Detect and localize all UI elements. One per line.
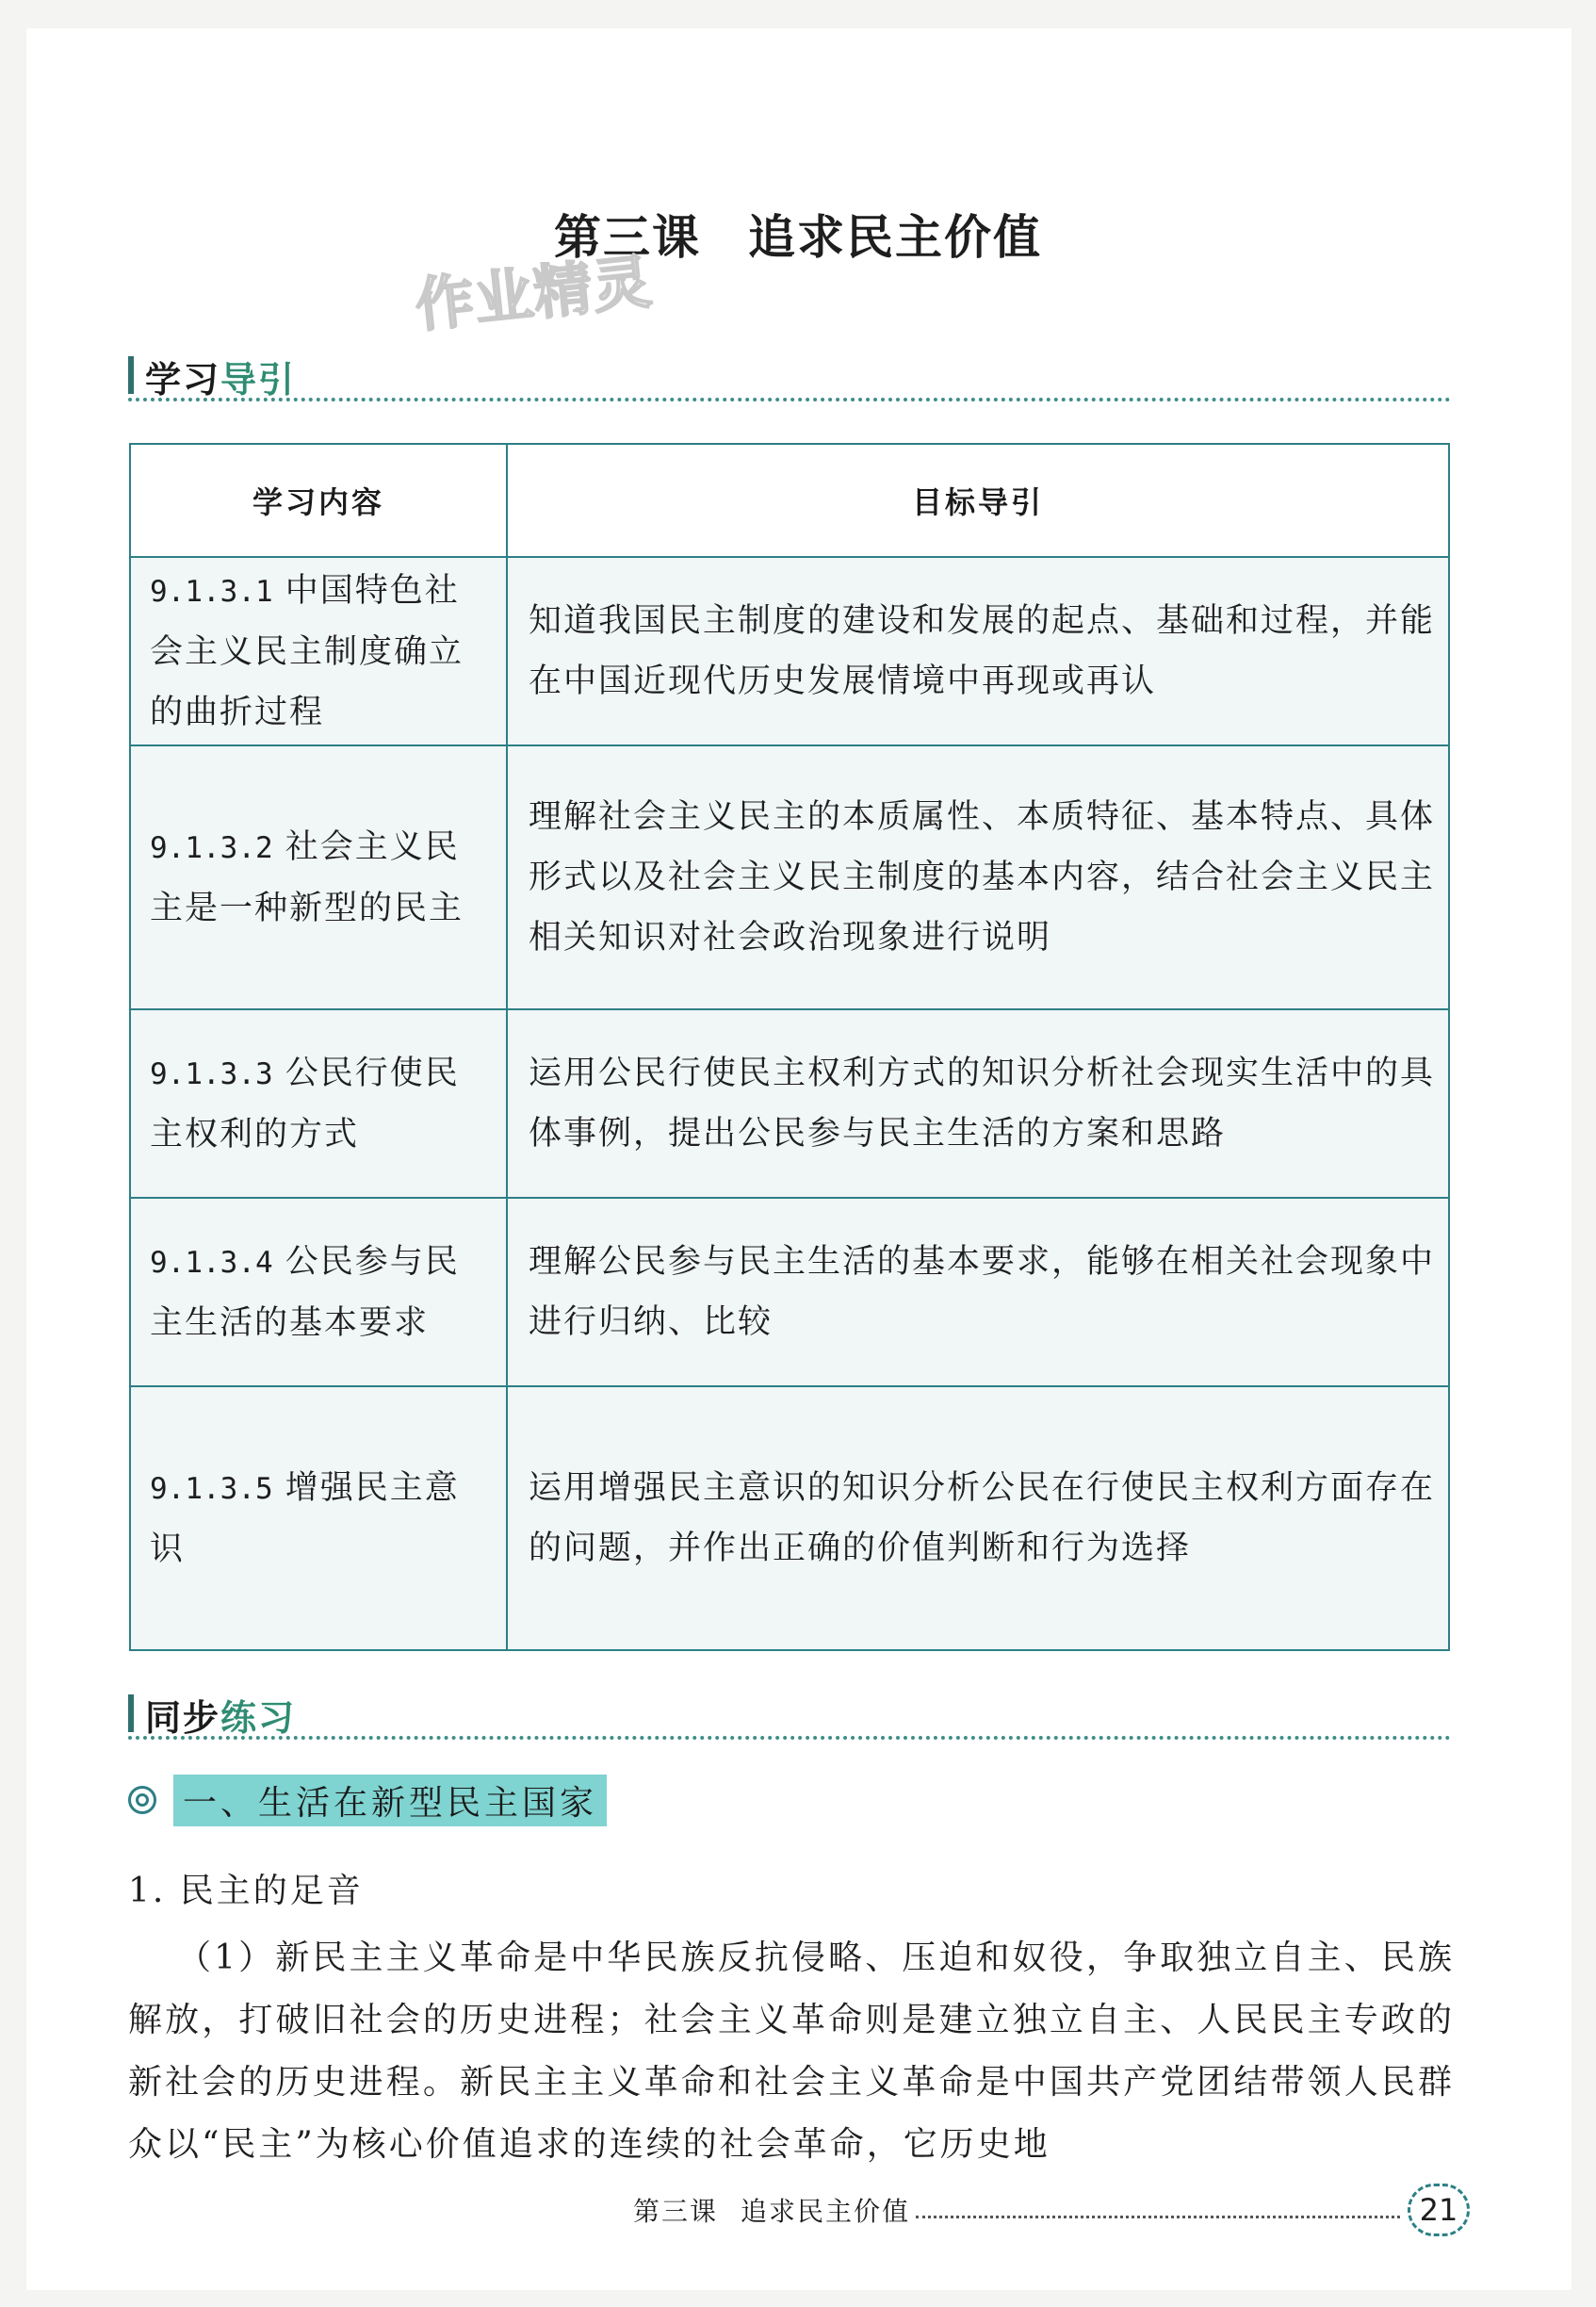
- subsection-title: 一、生活在新型民主国家: [173, 1775, 607, 1826]
- content-cell: 9.1.3.4 公民参与民主生活的基本要求: [130, 1198, 507, 1386]
- footer-leader-dots: [916, 2216, 1400, 2218]
- title-lesson: 第三课: [554, 209, 701, 265]
- page-number: 21: [1408, 2184, 1470, 2236]
- watermark: 作业精灵: [412, 247, 656, 340]
- section-study-guide: [128, 349, 1451, 401]
- target-cell: 运用公民行使民主权利方式的知识分析社会现实生活中的具体事例，提出公民参与民主生活的方案和思路: [507, 1009, 1449, 1198]
- table-row: [130, 1198, 1449, 1386]
- target-cell: 知道我国民主制度的建设和发展的起点、基础和过程，并能在中国近现代历史发展情境中再现或再认: [507, 557, 1449, 745]
- target-ring-icon: [128, 1786, 156, 1814]
- table-row: [130, 745, 1449, 1009]
- header-content: 学习内容: [130, 444, 507, 557]
- target-cell: 运用增强民主意识的知识分析公民在行使民主权利方面存在的问题，并作出正确的价值判断和行为选择: [507, 1386, 1449, 1650]
- question-title: 1. 民主的足音: [128, 1872, 364, 1910]
- section-heading: 同步练习: [145, 1697, 297, 1739]
- content-cell: 9.1.3.2 社会主义民主是一种新型的民主: [130, 745, 507, 1009]
- section-practice: [128, 1687, 1451, 1740]
- content-cell: 9.1.3.3 公民行使民主权利的方式: [130, 1009, 507, 1198]
- page-footer: [633, 2186, 1470, 2233]
- header-target: 目标导引: [507, 444, 1449, 557]
- content-cell: 9.1.3.1 中国特色社会主义民主制度确立的曲折过程: [130, 557, 507, 745]
- table-header-row: [130, 444, 1449, 557]
- subsection-heading: [128, 1776, 607, 1824]
- table-row: [130, 557, 1449, 745]
- table-row: [130, 1386, 1449, 1650]
- page-title: [0, 200, 1596, 268]
- footer-title: 第三课 追求民主价值: [633, 2196, 911, 2227]
- question-paragraph: （1）新民主主义革命是中华民族反抗侵略、压迫和奴役，争取独立自主、民族解放，打破旧社会的历史进程；社会主义革命则是建立独立自主、人民民主专政的新社会的历史进程。新民主主义革命和社会主义革命是中国共产党团结带领人民群众以“民主”为核心价值追求的连续的社会革命，它历史地: [128, 1939, 1455, 2164]
- content-cell: 9.1.3.5 增强民主意识: [130, 1386, 507, 1650]
- section-bar: [128, 1694, 134, 1732]
- section-bar: [128, 356, 134, 394]
- section-heading: 学习导引: [145, 359, 297, 401]
- table-row: [130, 1009, 1449, 1198]
- target-cell: 理解公民参与民主生活的基本要求，能够在相关社会现象中进行归纳、比较: [507, 1198, 1449, 1386]
- target-cell: 理解社会主义民主的本质属性、本质特征、基本特点、具体形式以及社会主义民主制度的基本内容，结合社会主义民主相关知识对社会政治现象进行说明: [507, 745, 1449, 1009]
- study-guide-table: [129, 443, 1450, 1651]
- title-topic: 追求民主价值: [748, 209, 1042, 265]
